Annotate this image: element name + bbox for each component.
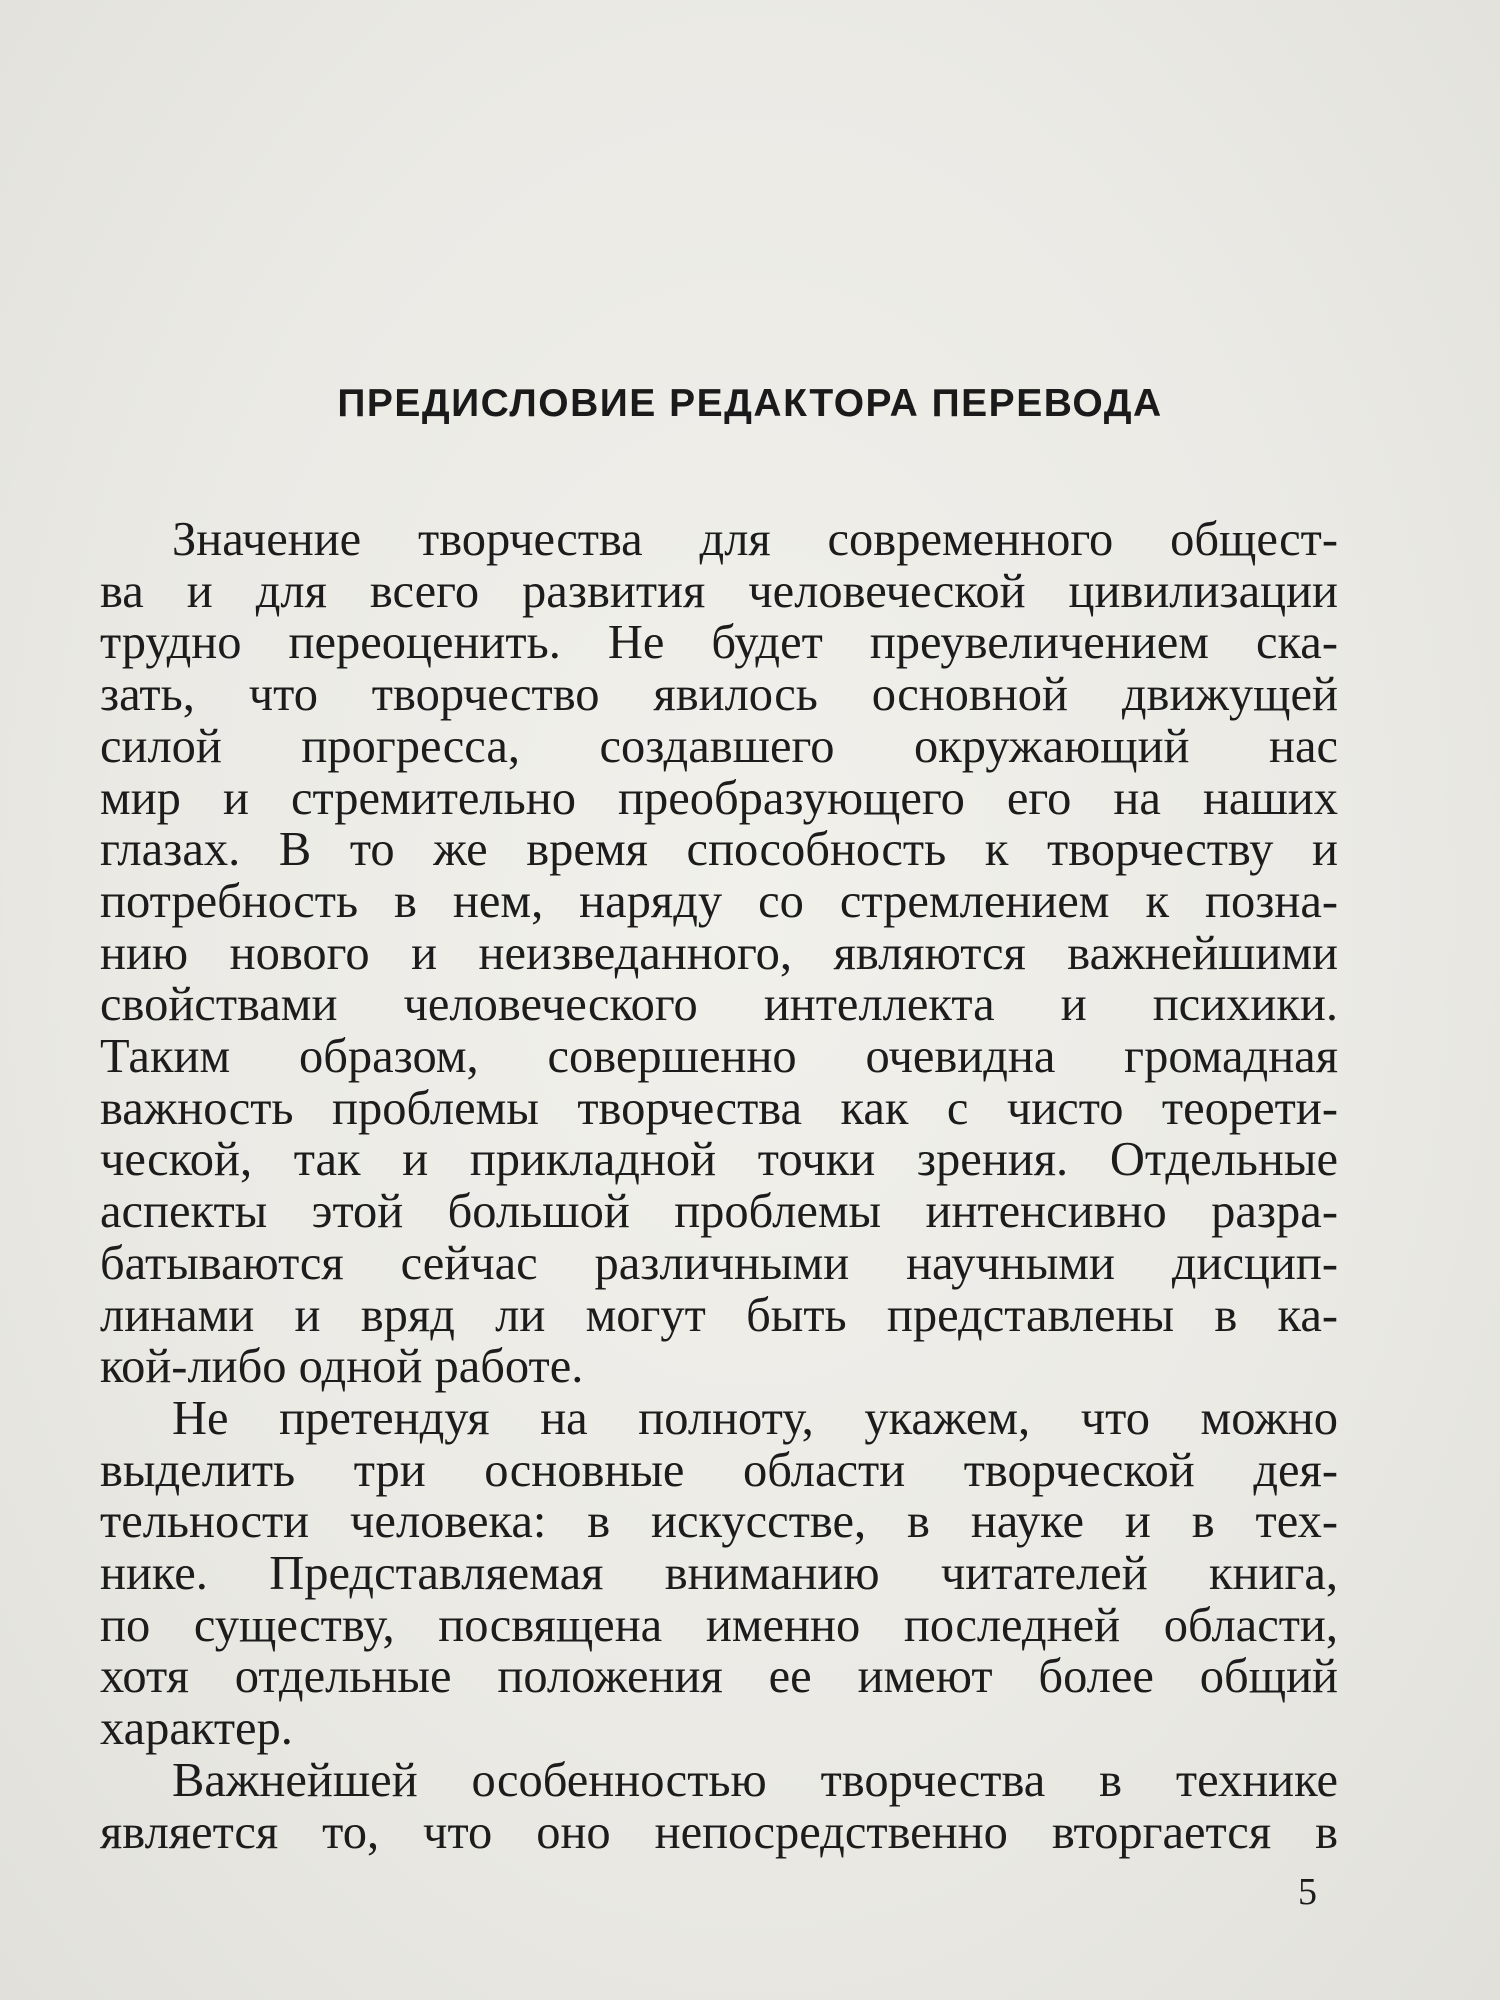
paragraph-2 xyxy=(100,1393,1338,1755)
page-number: 5 xyxy=(1298,1871,1317,1913)
text-line: выделить три основные области творческой дея- xyxy=(100,1443,1338,1497)
text-line: ва и для всего развития человеческой цивилизации xyxy=(100,564,1338,618)
paragraph-1 xyxy=(100,514,1338,1393)
text-line: тельности человека: в искусстве, в науке и в тех- xyxy=(100,1495,1338,1549)
text-line: характер. xyxy=(100,1702,293,1756)
text-line: линами и вряд ли могут быть представлены в ка- xyxy=(100,1288,1338,1342)
text-line: Значение творчества для современного общест- xyxy=(172,513,1338,566)
page-heading: ПРЕДИСЛОВИЕ РЕДАКТОРА ПЕРЕВОДА xyxy=(337,382,1163,425)
text-line: силой прогресса, создавшего окружающий нас xyxy=(100,719,1338,773)
paragraph-3 xyxy=(100,1755,1338,1858)
text-line: Не претендуя на полноту, укажем, что можно xyxy=(172,1391,1338,1445)
text-line: трудно переоценить. Не будет преувеличением ска- xyxy=(100,616,1338,670)
text-line: глазах. В то же время способность к творчеству и xyxy=(100,823,1338,877)
text-line: Важнейшей особенностью творчества в технике xyxy=(172,1753,1338,1807)
text-line: Таким образом, совершенно очевидна громадная xyxy=(100,1030,1338,1084)
text-line: кой-либо одной работе. xyxy=(100,1340,584,1394)
text-line: хотя отдельные положения ее имеют более общий xyxy=(100,1650,1338,1704)
text-line: нике. Представляемая вниманию читателей книга, xyxy=(100,1547,1338,1601)
text-line: нию нового и неизведанного, являются важнейшими xyxy=(100,926,1338,980)
text-line: батываются сейчас различными научными дисцип- xyxy=(100,1236,1338,1290)
text-line: потребность в нем, наряду со стремлением к позна- xyxy=(100,874,1338,928)
text-line: свойствами человеческого интеллекта и психики. xyxy=(100,978,1338,1032)
text-line: является то, что оно непосредственно вторгается в xyxy=(100,1805,1338,1859)
text-line: мир и стремительно преобразующего его на наших xyxy=(100,771,1338,825)
text-line: зать, что творчество явилось основной движущей xyxy=(100,668,1338,722)
text-line: ческой, так и прикладной точки зрения. Отдельные xyxy=(100,1133,1338,1187)
text-line: важность проблемы творчества как с чисто теорети- xyxy=(100,1081,1338,1135)
text-line: аспекты этой большой проблемы интенсивно разра- xyxy=(100,1185,1338,1239)
text-line: по существу, посвящена именно последней области, xyxy=(100,1598,1338,1652)
body-text xyxy=(100,514,1338,1858)
